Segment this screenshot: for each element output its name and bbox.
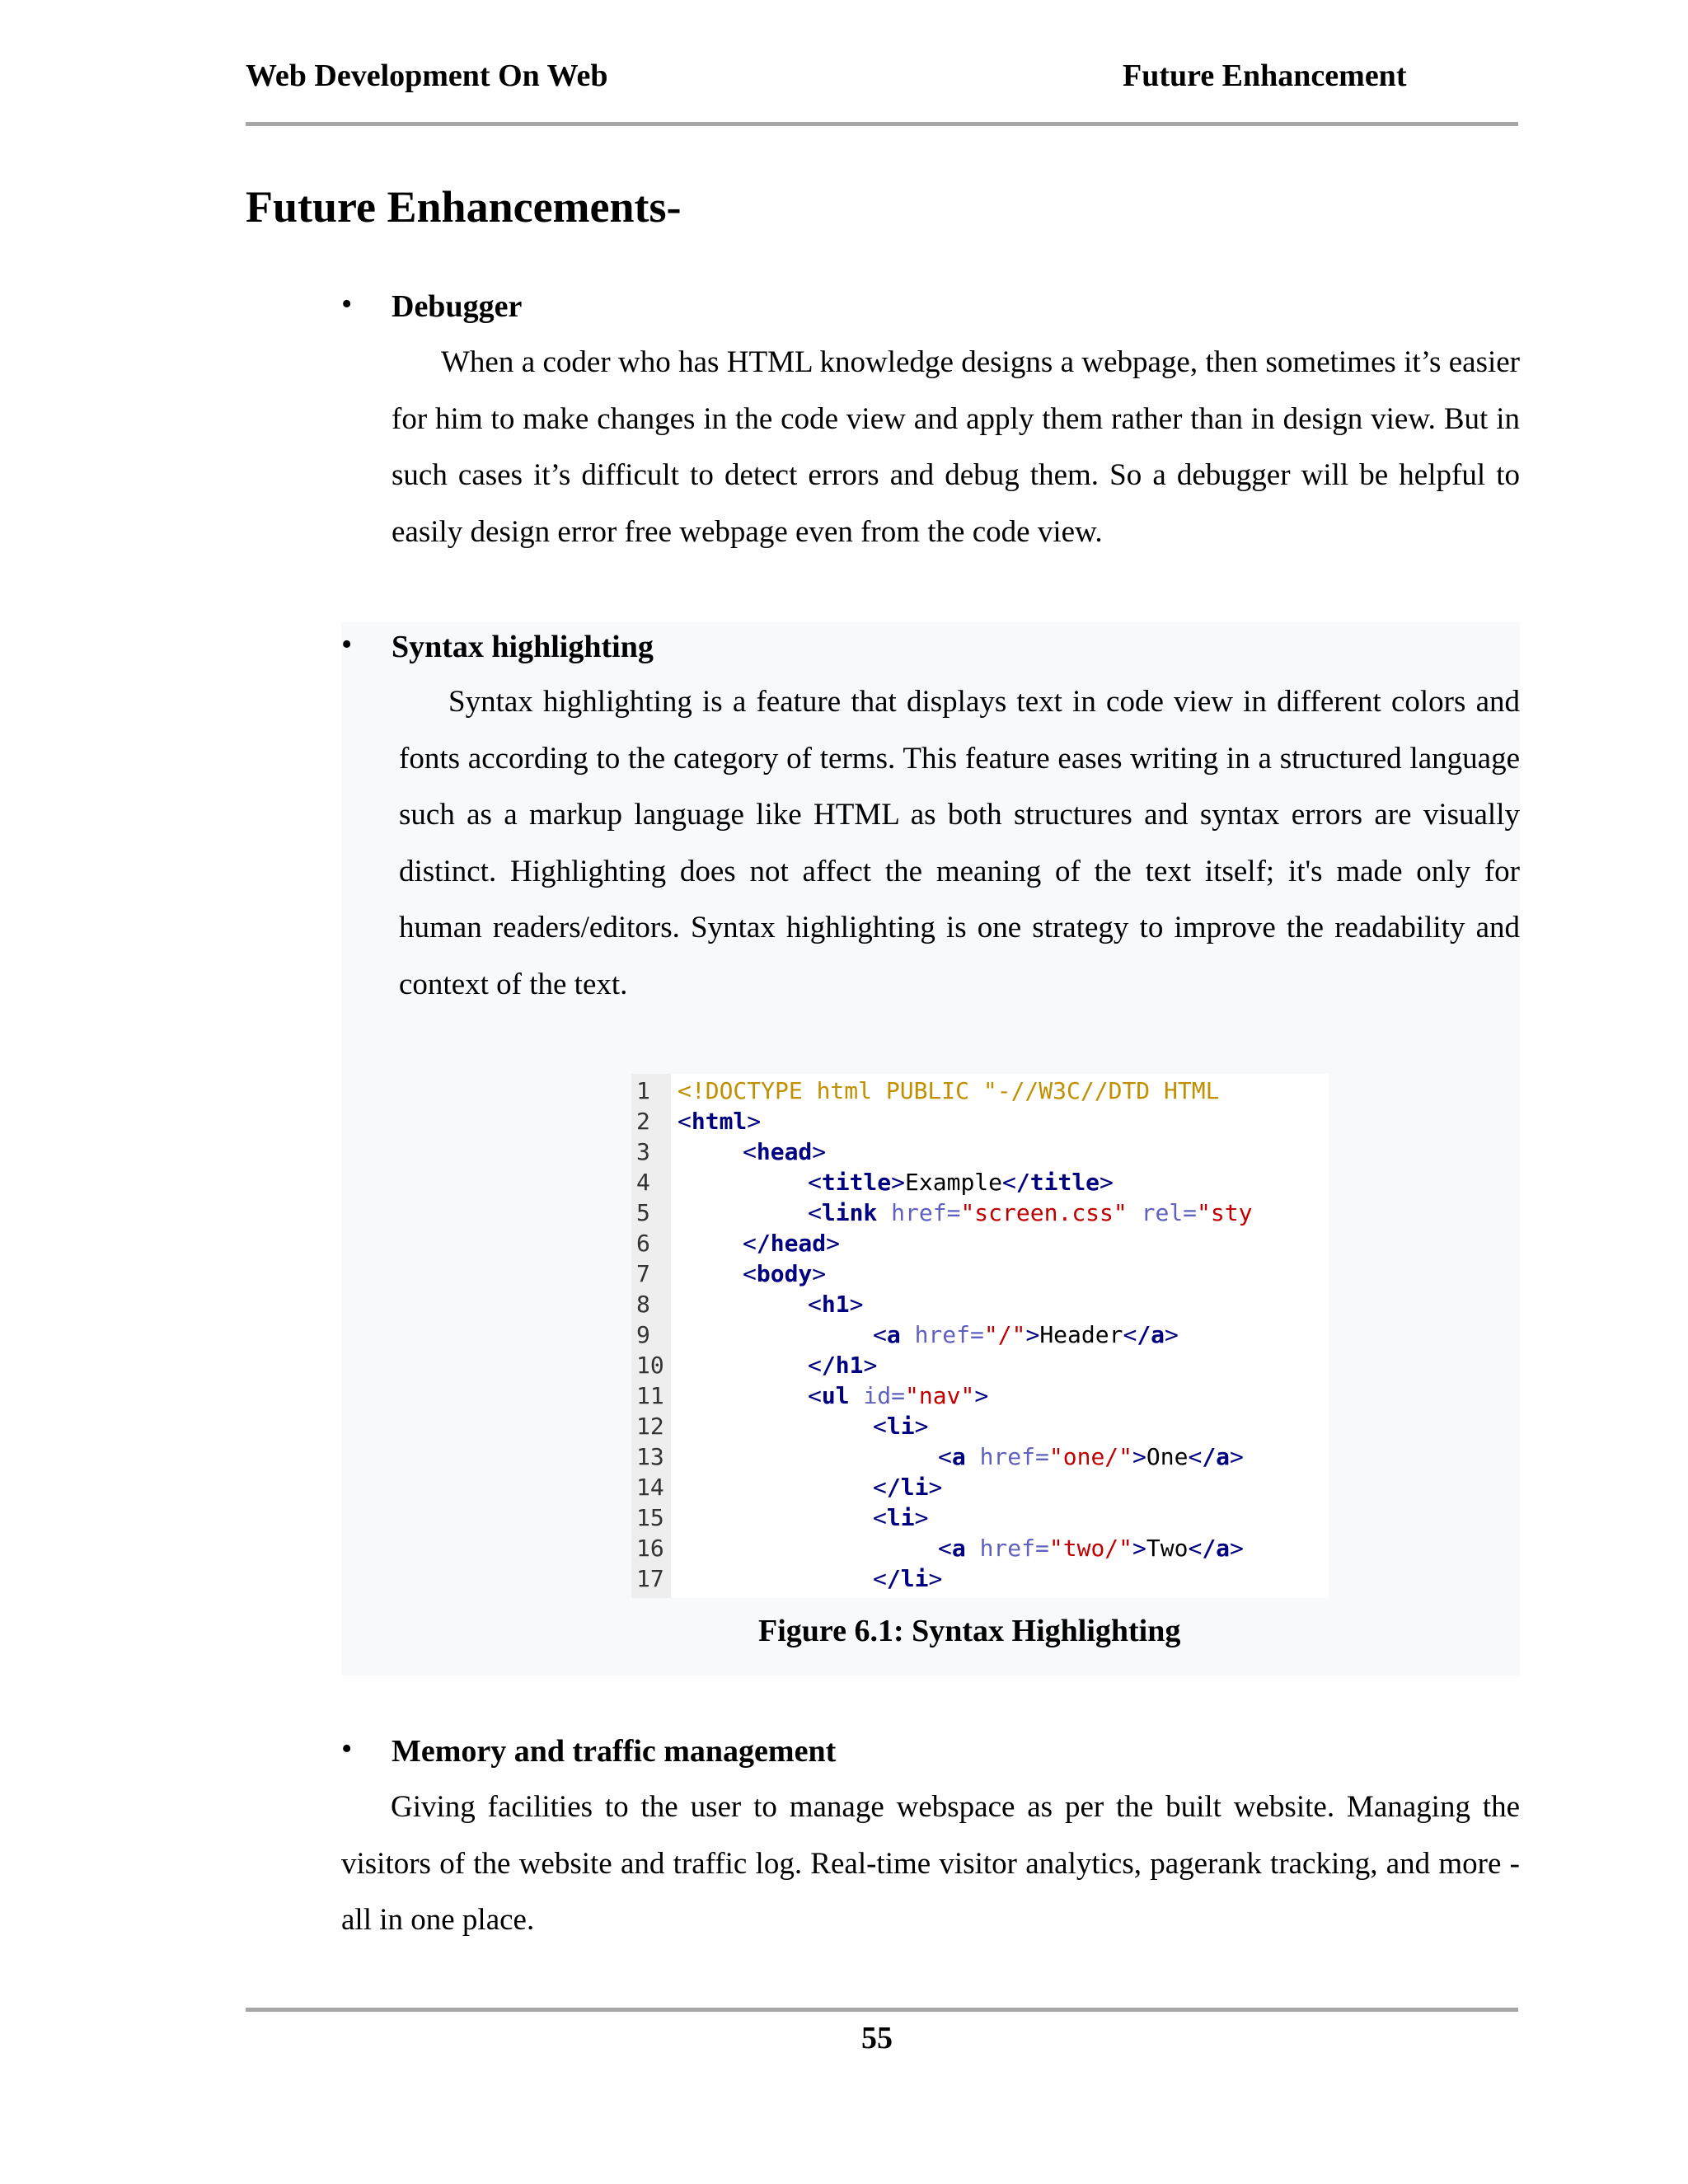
code-token bbox=[901, 1321, 915, 1348]
line-number: 12 bbox=[636, 1413, 664, 1440]
code-token: /a bbox=[1137, 1321, 1165, 1348]
code-token: > bbox=[914, 1504, 929, 1531]
code-token: /li bbox=[886, 1565, 929, 1592]
line-number: 10 bbox=[636, 1352, 664, 1379]
code-token: > bbox=[849, 1291, 864, 1318]
section-heading-syntax-highlighting: Syntax highlighting bbox=[392, 630, 654, 664]
code-text bbox=[873, 1472, 942, 1502]
code-token: > bbox=[1230, 1535, 1244, 1562]
code-token: "sty bbox=[1197, 1199, 1253, 1226]
code-token: Two bbox=[1146, 1535, 1189, 1562]
line-number: 6 bbox=[636, 1230, 650, 1257]
code-token: < bbox=[1002, 1169, 1016, 1196]
code-token: < bbox=[1188, 1535, 1203, 1562]
line-number: 17 bbox=[636, 1565, 664, 1592]
code-token: < bbox=[1188, 1443, 1203, 1470]
code-token: html bbox=[691, 1108, 748, 1135]
code-token: < bbox=[873, 1504, 887, 1531]
code-token: > bbox=[1230, 1443, 1244, 1470]
code-token: body bbox=[756, 1260, 813, 1287]
code-text bbox=[743, 1137, 826, 1167]
code-text bbox=[808, 1197, 1252, 1228]
header-divider bbox=[246, 122, 1518, 126]
code-token bbox=[850, 1382, 864, 1409]
code-token: /head bbox=[756, 1230, 827, 1257]
line-number: 2 bbox=[636, 1108, 650, 1135]
code-token: /li bbox=[886, 1474, 929, 1501]
code-text bbox=[743, 1258, 826, 1289]
code-token: "one/" bbox=[1048, 1443, 1133, 1470]
code-token: > bbox=[974, 1382, 989, 1409]
code-token: One bbox=[1146, 1443, 1189, 1470]
code-token: "screen.css" bbox=[960, 1199, 1128, 1226]
code-token: rel= bbox=[1141, 1199, 1198, 1226]
code-text bbox=[808, 1289, 863, 1319]
code-token: < bbox=[808, 1352, 822, 1379]
code-token: < bbox=[938, 1443, 952, 1470]
line-number: 9 bbox=[636, 1321, 650, 1348]
section-body-memory-traffic: Giving facilities to the user to manage webspace as per the built website. Managing the visitors of the website and traffic log. Real-time visitor analytics, pagerank tracking, and more - all in one place. bbox=[341, 1790, 1520, 1937]
line-number: 1 bbox=[636, 1077, 650, 1104]
code-token: < bbox=[743, 1138, 757, 1165]
code-token: < bbox=[743, 1260, 757, 1287]
code-token: > bbox=[863, 1352, 878, 1379]
section-body-debugger: When a coder who has HTML knowledge designs a webpage, then sometimes it’s easier for him to make changes in the code view and apply them rather than in design view. But in such cases it’s difficult to detect errors and debug them. So a debugger will be helpful to easily design error free webpage even from the code view. bbox=[392, 345, 1520, 549]
running-header-right: Future Enhancement bbox=[1123, 59, 1407, 93]
code-token: < bbox=[808, 1199, 822, 1226]
code-token: a bbox=[886, 1321, 901, 1348]
code-token: > bbox=[826, 1230, 841, 1257]
code-token: href= bbox=[979, 1443, 1049, 1470]
code-token: < bbox=[743, 1230, 757, 1257]
code-text bbox=[678, 1106, 761, 1137]
line-number: 7 bbox=[636, 1260, 650, 1287]
code-token: Example bbox=[905, 1169, 1003, 1196]
code-token: > bbox=[1132, 1535, 1146, 1562]
footer-divider bbox=[246, 2008, 1518, 2012]
code-token: > bbox=[1100, 1169, 1114, 1196]
code-token: Header bbox=[1039, 1321, 1123, 1348]
code-token: > bbox=[812, 1260, 827, 1287]
code-token: < bbox=[873, 1565, 887, 1592]
code-text bbox=[808, 1167, 1114, 1197]
code-token: /title bbox=[1015, 1169, 1100, 1196]
code-token: h1 bbox=[821, 1291, 850, 1318]
line-number: 13 bbox=[636, 1443, 664, 1470]
code-token: href= bbox=[914, 1321, 984, 1348]
line-number: 3 bbox=[636, 1138, 650, 1165]
code-text bbox=[938, 1441, 1244, 1472]
code-text bbox=[743, 1228, 840, 1258]
line-number: 11 bbox=[636, 1382, 664, 1409]
code-token: > bbox=[1025, 1321, 1040, 1348]
code-text bbox=[808, 1350, 877, 1380]
line-number: 8 bbox=[636, 1291, 650, 1318]
code-token: href= bbox=[979, 1535, 1049, 1562]
code-token: < bbox=[873, 1321, 887, 1348]
code-token: title bbox=[821, 1169, 892, 1196]
code-token: > bbox=[1132, 1443, 1146, 1470]
running-header-left: Web Development On Web bbox=[246, 59, 608, 93]
code-token: li bbox=[886, 1504, 915, 1531]
code-token: "nav" bbox=[905, 1382, 975, 1409]
code-token: > bbox=[914, 1413, 929, 1440]
page-title: Future Enhancements- bbox=[246, 182, 682, 232]
code-text bbox=[873, 1563, 942, 1594]
code-token: < bbox=[678, 1108, 692, 1135]
code-token: < bbox=[873, 1413, 887, 1440]
line-number: 15 bbox=[636, 1504, 664, 1531]
section-heading-memory-traffic: Memory and traffic management bbox=[392, 1734, 837, 1769]
code-token: id= bbox=[863, 1382, 906, 1409]
code-token: href= bbox=[891, 1199, 961, 1226]
line-number: 4 bbox=[636, 1169, 650, 1196]
code-token: a bbox=[951, 1443, 966, 1470]
code-token: head bbox=[756, 1138, 813, 1165]
code-token: a bbox=[951, 1535, 966, 1562]
code-token bbox=[877, 1199, 891, 1226]
code-text bbox=[808, 1380, 988, 1411]
code-token: link bbox=[821, 1199, 878, 1226]
code-token bbox=[1128, 1199, 1142, 1226]
code-token: > bbox=[928, 1474, 943, 1501]
code-token bbox=[966, 1535, 980, 1562]
code-token: < bbox=[808, 1169, 822, 1196]
line-number: 5 bbox=[636, 1199, 650, 1226]
code-token: /a bbox=[1202, 1535, 1231, 1562]
code-token: < bbox=[1123, 1321, 1137, 1348]
code-token: < bbox=[808, 1291, 822, 1318]
code-token: /a bbox=[1202, 1443, 1231, 1470]
page-number: 55 bbox=[861, 2021, 893, 2055]
figure-caption: Figure 6.1: Syntax Highlighting bbox=[758, 1614, 1181, 1648]
code-token: <!DOCTYPE html PUBLIC "-//W3C//DTD HTML bbox=[678, 1077, 1220, 1104]
bullet-syntax-highlighting: • bbox=[341, 627, 353, 662]
code-text bbox=[873, 1319, 1179, 1350]
code-token: "/" bbox=[983, 1321, 1026, 1348]
code-text bbox=[938, 1533, 1244, 1563]
bullet-memory-traffic: • bbox=[341, 1732, 353, 1766]
line-number: 14 bbox=[636, 1474, 664, 1501]
code-token: > bbox=[747, 1108, 762, 1135]
code-token: > bbox=[812, 1138, 827, 1165]
code-figure bbox=[631, 1074, 1329, 1598]
section-heading-debugger: Debugger bbox=[392, 289, 523, 324]
code-text bbox=[678, 1076, 1219, 1106]
code-text bbox=[873, 1411, 928, 1441]
code-token: li bbox=[886, 1413, 915, 1440]
code-token: < bbox=[808, 1382, 822, 1409]
code-token: > bbox=[891, 1169, 906, 1196]
code-token: /h1 bbox=[821, 1352, 864, 1379]
code-token: < bbox=[873, 1474, 887, 1501]
code-token bbox=[966, 1443, 980, 1470]
section-body-syntax-highlighting: Syntax highlighting is a feature that displays text in code view in different colors and fonts according to the category of terms. This feature eases writing in a structured language such as a markup language like HTML as both structures and syntax errors are visually distinct. Highlighting does not affect the meaning of the text itself; it's made only for human readers/editors. Syntax highlighting is one strategy to improve the readability and context of the text. bbox=[399, 685, 1520, 1001]
code-token: ul bbox=[821, 1382, 850, 1409]
line-number: 16 bbox=[636, 1535, 664, 1562]
code-text bbox=[873, 1502, 928, 1533]
code-token: > bbox=[1165, 1321, 1179, 1348]
code-token: > bbox=[928, 1565, 943, 1592]
code-token: < bbox=[938, 1535, 952, 1562]
bullet-debugger: • bbox=[341, 287, 353, 321]
code-token: "two/" bbox=[1048, 1535, 1133, 1562]
